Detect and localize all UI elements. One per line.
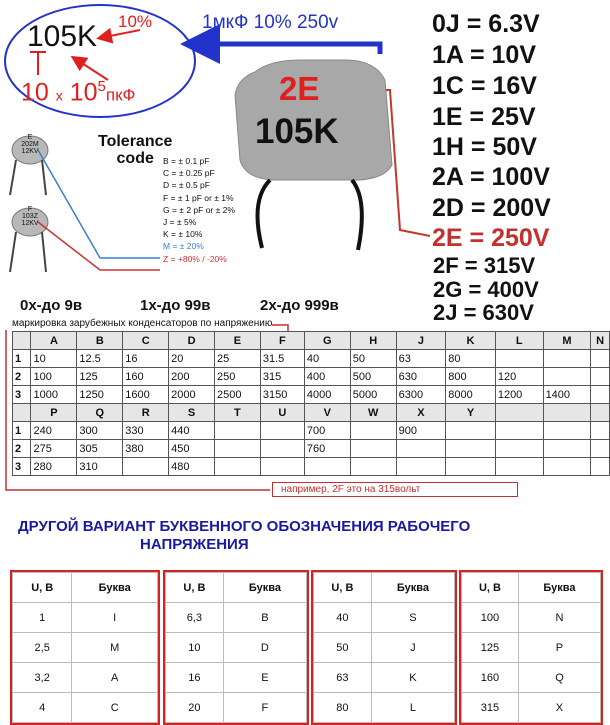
- table-cell: 450: [169, 440, 215, 458]
- table-cell: 2500: [214, 386, 260, 404]
- tolerance-title-line: code: [116, 150, 154, 167]
- tolerance-item: K = ± 10%: [163, 229, 203, 240]
- voltage-code: 2G = 400V: [433, 277, 539, 302]
- table-cell: [350, 422, 396, 440]
- table-header-cell: U: [260, 404, 304, 422]
- table-cell: 4000: [304, 386, 350, 404]
- cap-code: 2E: [279, 70, 320, 107]
- letter-table-1: [10, 570, 160, 725]
- table-cell: 760: [304, 440, 350, 458]
- table-header-cell: Y: [446, 404, 496, 422]
- letter-table-2: [163, 570, 309, 725]
- letter-table-cell: I: [72, 603, 158, 633]
- spec-label: 1мкФ 10% 250v: [202, 12, 339, 33]
- letter-table-header: [13, 573, 158, 603]
- voltage-code: 2D = 200V: [432, 194, 551, 222]
- letter-table-header-cell: U, B: [13, 573, 72, 603]
- letter-table-cell: 80: [314, 693, 372, 723]
- table-row: [13, 422, 610, 440]
- tolerance-item: G = ± 2 pF or ± 2%: [163, 204, 235, 215]
- row-number: 1: [13, 422, 31, 440]
- letter-table-cell: M: [72, 633, 158, 663]
- row-number: 2: [13, 368, 31, 386]
- table-cell: [123, 458, 169, 476]
- table-cell: [543, 458, 591, 476]
- table-cell: 400: [304, 368, 350, 386]
- table-cell: 315: [260, 368, 304, 386]
- letter-table-cell: 1: [13, 603, 72, 633]
- table-cell: 630: [396, 368, 446, 386]
- letter-table-3: [311, 570, 457, 725]
- table-cell: [495, 440, 543, 458]
- voltage-code-highlight: 2E = 250V: [432, 224, 550, 252]
- row-number: 1: [13, 350, 31, 368]
- small-cap-1-line: 202M: [21, 141, 39, 148]
- table-cell: 20: [169, 350, 215, 368]
- small-cap-2-lead-a: [10, 232, 16, 272]
- table-header-cell: L: [495, 332, 543, 350]
- formula-power-base: 10: [69, 78, 98, 107]
- code-marking: 105K: [27, 20, 98, 53]
- table-header-cell: V: [304, 404, 350, 422]
- letter-table-row: [314, 633, 455, 663]
- table-cell: [543, 422, 591, 440]
- table-cell: [214, 422, 260, 440]
- letter-table-cell: D: [223, 633, 306, 663]
- table-cell: [591, 422, 610, 440]
- table-cell: 25: [214, 350, 260, 368]
- letter-table-row: [314, 663, 455, 693]
- table-header-cell: F: [260, 332, 304, 350]
- table-cell: [543, 350, 591, 368]
- letter-table-cell: J: [371, 633, 454, 663]
- table-cell: 12.5: [77, 350, 123, 368]
- table-cell: [446, 440, 496, 458]
- table-cell: [446, 422, 496, 440]
- table-cell: 1200: [495, 386, 543, 404]
- arrow-spec: [190, 44, 380, 54]
- table-cell: [495, 458, 543, 476]
- letter-table-cell: 315: [462, 693, 519, 723]
- tolerance-title: [98, 133, 172, 167]
- letter-table-cell: S: [371, 603, 454, 633]
- tolerance-item: F = ± 1 pF or ± 1%: [163, 192, 234, 203]
- table-cell: 31.5: [260, 350, 304, 368]
- table-cell: 305: [77, 440, 123, 458]
- tolerance-item: B = ± 0.1 pF: [163, 156, 210, 166]
- table-cell: 250: [214, 368, 260, 386]
- table-caption: маркировка зарубежных конденсаторов по напряжению: [12, 318, 273, 329]
- letter-table-cell: N: [518, 603, 600, 633]
- arrow-exponent: [74, 58, 108, 80]
- table-cell: 1400: [543, 386, 591, 404]
- table-cell: [304, 458, 350, 476]
- table-cell: 50: [350, 350, 396, 368]
- table-cell: 1000: [31, 386, 77, 404]
- voltage-code: 2J = 630V: [433, 300, 534, 325]
- letter-table-header: [314, 573, 455, 603]
- capacitor-lead-right: [352, 180, 362, 250]
- voltage-code: 1H = 50V: [432, 133, 537, 161]
- table-cell: 310: [77, 458, 123, 476]
- letter-table-header: [462, 573, 601, 603]
- tolerance-item: D = ± 0.5 pF: [163, 180, 210, 191]
- table-cell: 700: [304, 422, 350, 440]
- capacitor-lead-left: [258, 180, 271, 248]
- letter-table-row: [166, 663, 307, 693]
- table-cell: 6300: [396, 386, 446, 404]
- table-header-cell: K: [446, 332, 496, 350]
- table-cell: 8000: [446, 386, 496, 404]
- table-row: [13, 368, 610, 386]
- table-cell: 480: [169, 458, 215, 476]
- table-header-cell: [543, 404, 591, 422]
- table-cell: [214, 440, 260, 458]
- table-cell: 100: [31, 368, 77, 386]
- table-cell: [543, 440, 591, 458]
- table-cell: 40: [304, 350, 350, 368]
- row-number: 2: [13, 440, 31, 458]
- formula-times: x: [55, 87, 63, 104]
- letter-table-cell: K: [371, 663, 454, 693]
- range-2x: 2x-до 999в: [260, 297, 339, 314]
- row-number: 3: [13, 458, 31, 476]
- letter-table-row: [314, 693, 455, 723]
- table-cell: 275: [31, 440, 77, 458]
- table-header-cell: E: [214, 332, 260, 350]
- table-cell: [446, 458, 496, 476]
- table-cell: [260, 440, 304, 458]
- table-header-cell: B: [77, 332, 123, 350]
- table-cell: [591, 458, 610, 476]
- voltage-code: 1E = 25V: [432, 103, 536, 131]
- table-header-cell: C: [123, 332, 169, 350]
- table-cell: 900: [396, 422, 446, 440]
- letter-table-cell: 16: [166, 663, 224, 693]
- letter-table-cell: 40: [314, 603, 372, 633]
- small-cap-1-line: E: [27, 134, 33, 141]
- letter-table-cell: X: [518, 693, 600, 723]
- letter-table-cell: C: [72, 693, 158, 723]
- letter-table-cell: 6,3: [166, 603, 224, 633]
- small-cap-1-lead-a: [10, 160, 16, 195]
- table-cell: 330: [123, 422, 169, 440]
- table-header-cell: H: [350, 332, 396, 350]
- tolerance-item: C = ± 0.25 pF: [163, 168, 215, 179]
- letter-table-row: [13, 663, 158, 693]
- table-cell: 380: [123, 440, 169, 458]
- table-cell: 160: [123, 368, 169, 386]
- table-header-cell: S: [169, 404, 215, 422]
- table-cell: 1600: [123, 386, 169, 404]
- table-header-cell: [13, 332, 31, 350]
- table-cell: [260, 458, 304, 476]
- table-header-cell: J: [396, 332, 446, 350]
- letter-table-header-cell: U, B: [462, 573, 519, 603]
- table-header-row: [13, 332, 610, 350]
- table-row: [13, 386, 610, 404]
- table-header-cell: T: [214, 404, 260, 422]
- table-header-row: [13, 404, 610, 422]
- table-cell: [591, 386, 610, 404]
- table-cell: [396, 458, 446, 476]
- letter-table-cell: 2,5: [13, 633, 72, 663]
- table-header-cell: G: [304, 332, 350, 350]
- small-cap-2-lead-b: [42, 232, 46, 272]
- table-cell: 1250: [77, 386, 123, 404]
- table-header-cell: R: [123, 404, 169, 422]
- pointer-z: [38, 222, 160, 270]
- letter-table-row: [462, 693, 601, 723]
- formula-exponent: 5: [97, 78, 106, 95]
- letter-table-row: [166, 633, 307, 663]
- percent-label: 10%: [118, 12, 153, 31]
- table-header-cell: M: [543, 332, 591, 350]
- letter-table-cell: F: [223, 693, 306, 723]
- letter-table-cell: A: [72, 663, 158, 693]
- letter-table-header: [166, 573, 307, 603]
- table-header-cell: [495, 404, 543, 422]
- letter-table-row: [462, 663, 601, 693]
- voltage-code: 2A = 100V: [432, 163, 550, 191]
- table-cell: 16: [123, 350, 169, 368]
- small-cap-2-line: 12KV: [21, 220, 39, 227]
- tolerance-title-line: Tolerance: [98, 133, 173, 150]
- table-cell: 440: [169, 422, 215, 440]
- voltage-code: 1A = 10V: [432, 41, 537, 69]
- letter-table-cell: 10: [166, 633, 224, 663]
- small-cap-2-line: 103Z: [22, 213, 38, 220]
- small-cap-2-line: F: [27, 206, 33, 213]
- letter-table-cell: 4: [13, 693, 72, 723]
- voltage-letter-table: [12, 331, 610, 476]
- letter-table-header-cell: Буква: [72, 573, 158, 603]
- table-cell: [396, 440, 446, 458]
- table-cell: 80: [446, 350, 496, 368]
- arrow-percent: [100, 30, 140, 38]
- letter-table-cell: B: [223, 603, 306, 633]
- table-cell: 200: [169, 368, 215, 386]
- letter-table-row: [462, 633, 601, 663]
- table-cell: 300: [77, 422, 123, 440]
- table-header-cell: X: [396, 404, 446, 422]
- cap-value: 105K: [255, 112, 339, 151]
- table-cell: 240: [31, 422, 77, 440]
- section-title-line: ДРУГОЙ ВАРИАНТ БУКВЕННОГО ОБОЗНАЧЕНИЯ РАБОЧЕГО: [18, 518, 471, 535]
- table-cell: [543, 368, 591, 386]
- tolerance-item: J = ± 5%: [163, 217, 197, 228]
- letter-table-row: [13, 633, 158, 663]
- table-cell: [260, 422, 304, 440]
- letter-table-row: [314, 603, 455, 633]
- letter-table-header-cell: U, B: [166, 573, 224, 603]
- section-title-line: НАПРЯЖЕНИЯ: [140, 536, 249, 553]
- table-cell: 2000: [169, 386, 215, 404]
- table-header-cell: A: [31, 332, 77, 350]
- letter-table-header-cell: Буква: [518, 573, 600, 603]
- example-note: например, 2F это на 315вольт: [272, 482, 518, 497]
- table-cell: 280: [31, 458, 77, 476]
- letter-table-cell: P: [518, 633, 600, 663]
- tolerance-list: [163, 155, 235, 265]
- letter-table-cell: 63: [314, 663, 372, 693]
- table-cell: [350, 458, 396, 476]
- table-cell: [495, 350, 543, 368]
- table-header-cell: Q: [77, 404, 123, 422]
- letter-table-row: [13, 603, 158, 633]
- letter-table-cell: 20: [166, 693, 224, 723]
- table-cell: 120: [495, 368, 543, 386]
- small-cap-1-line: 12KV: [21, 148, 39, 155]
- letter-table-header-cell: U, B: [314, 573, 372, 603]
- range-1x: 1x-до 99в: [140, 297, 211, 314]
- table-header-cell: P: [31, 404, 77, 422]
- letter-table-cell: 50: [314, 633, 372, 663]
- table-cell: 63: [396, 350, 446, 368]
- voltage-code: 1C = 16V: [432, 72, 537, 100]
- table-cell: 10: [31, 350, 77, 368]
- table-header-cell: D: [169, 332, 215, 350]
- letter-table-header-cell: Буква: [223, 573, 306, 603]
- tolerance-item: Z = +80% / -20%: [163, 253, 227, 264]
- table-cell: 500: [350, 368, 396, 386]
- table-cell: 5000: [350, 386, 396, 404]
- table-cell: 125: [77, 368, 123, 386]
- table-row: [13, 458, 610, 476]
- table-header-cell: W: [350, 404, 396, 422]
- small-cap-1-lead-b: [42, 160, 46, 195]
- letter-table-cell: 3,2: [13, 663, 72, 693]
- letter-table-header-cell: Буква: [371, 573, 454, 603]
- row-number: 3: [13, 386, 31, 404]
- table-cell: [591, 350, 610, 368]
- letter-table-cell: 160: [462, 663, 519, 693]
- letter-table-row: [462, 603, 601, 633]
- letter-table-row: [166, 693, 307, 723]
- table-cell: [350, 440, 396, 458]
- letter-table-cell: E: [223, 663, 306, 693]
- letter-table-cell: 125: [462, 633, 519, 663]
- table-header-cell: [13, 404, 31, 422]
- voltage-code: 0J = 6.3V: [432, 10, 540, 38]
- table-cell: [591, 368, 610, 386]
- letter-table-4: [459, 570, 603, 725]
- formula-unit: пкФ: [105, 85, 136, 105]
- letter-table-cell: L: [371, 693, 454, 723]
- small-cap-2-text: [20, 206, 40, 227]
- table-header-cell: N: [591, 332, 610, 350]
- table-row: [13, 440, 610, 458]
- letter-table-cell: 100: [462, 603, 519, 633]
- formula-base: 10: [21, 78, 49, 107]
- letter-table-cell: Q: [518, 663, 600, 693]
- letter-table-row: [13, 693, 158, 723]
- table-cell: 3150: [260, 386, 304, 404]
- table-cell: [591, 440, 610, 458]
- tolerance-item: M = ± 20%: [163, 241, 204, 252]
- table-cell: [495, 422, 543, 440]
- letter-table-row: [166, 603, 307, 633]
- table-row: [13, 350, 610, 368]
- table-cell: 800: [446, 368, 496, 386]
- voltage-code: 2F = 315V: [433, 253, 536, 278]
- small-cap-1-text: [20, 134, 40, 155]
- section-title: [18, 518, 598, 554]
- table-cell: [214, 458, 260, 476]
- range-0x: 0x-до 9в: [20, 297, 83, 314]
- table-header-cell: [591, 404, 610, 422]
